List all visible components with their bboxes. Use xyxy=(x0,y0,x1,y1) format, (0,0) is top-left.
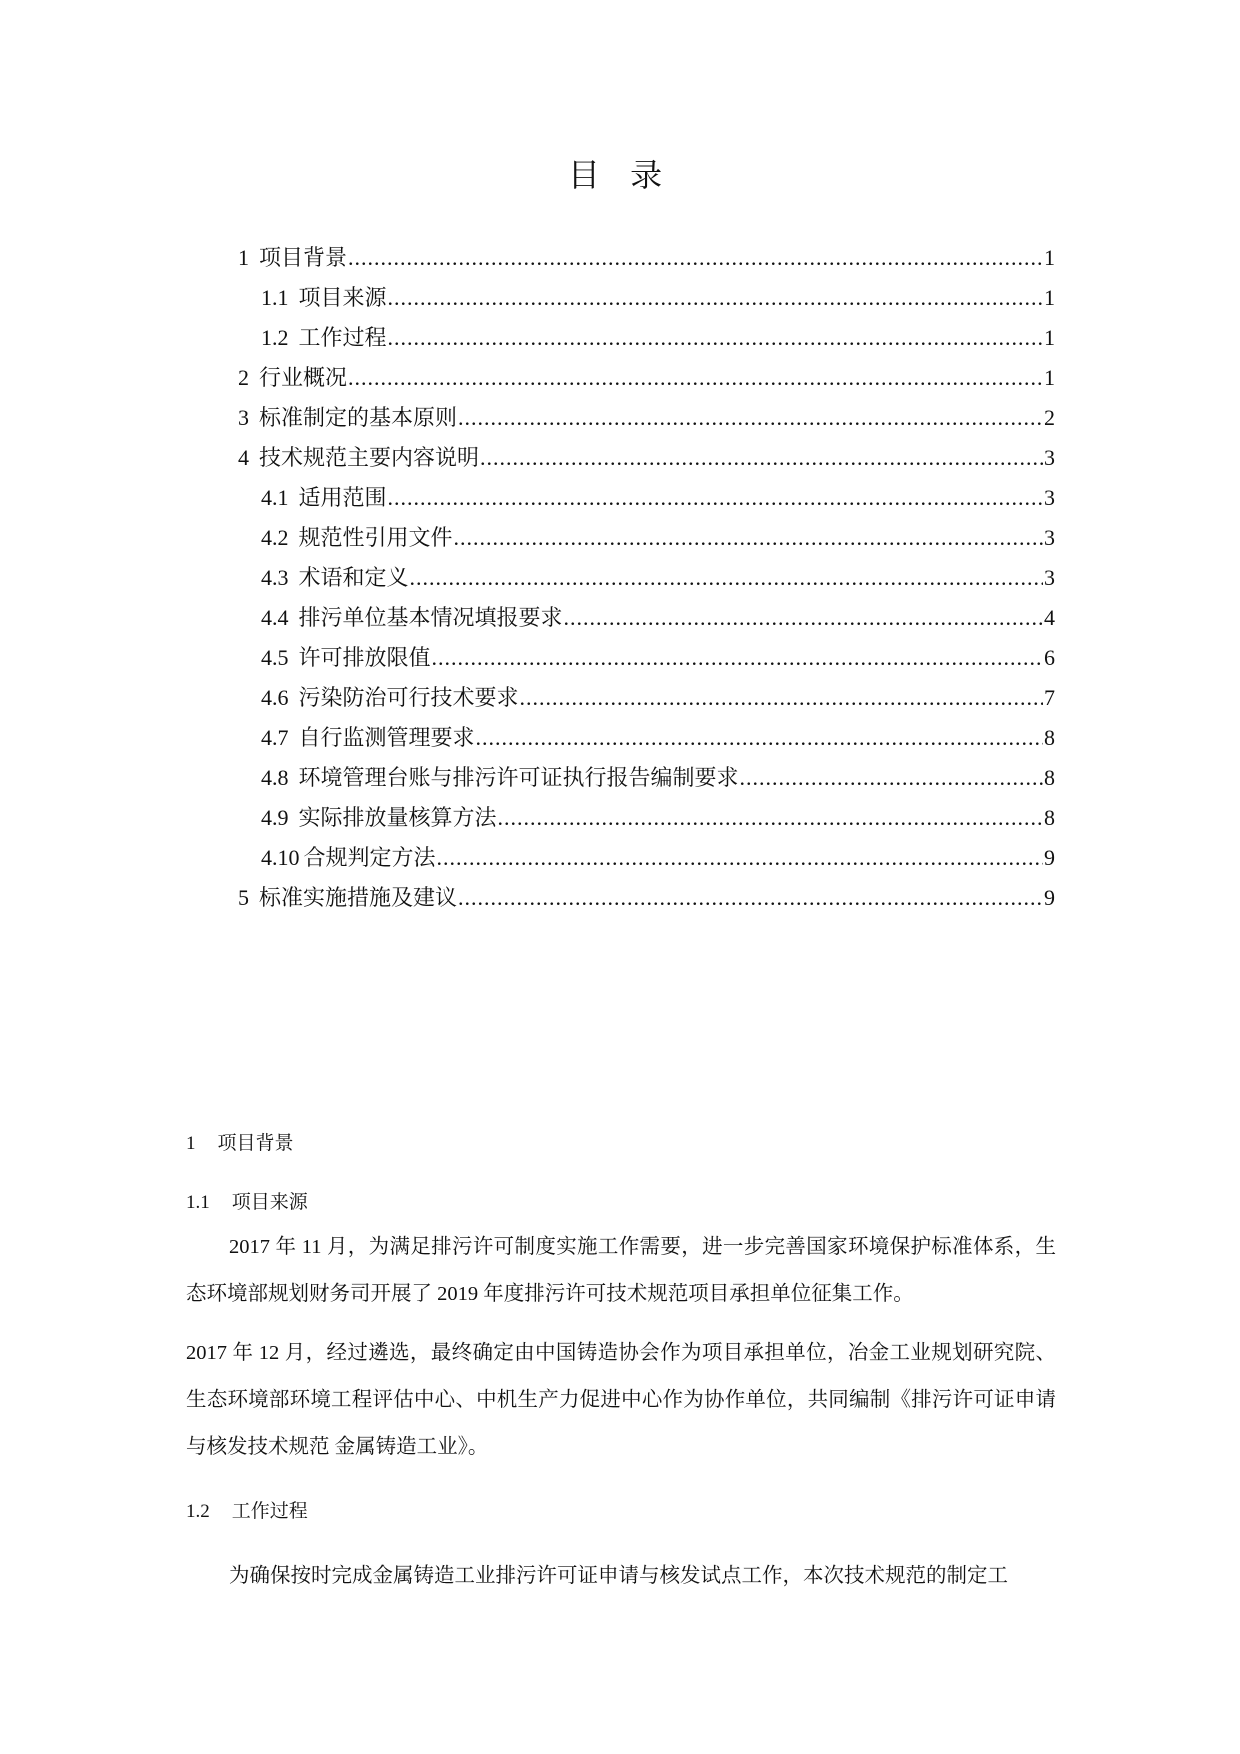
toc-dot-leader xyxy=(388,280,1043,316)
toc-entry-number: 1.2 xyxy=(261,325,289,350)
subsection-heading xyxy=(186,1496,308,1523)
toc-entry-page: 1 xyxy=(1044,285,1055,310)
toc-entry-title: 排污单位基本情况填报要求 xyxy=(298,606,563,631)
toc-entry-number: 4.5 xyxy=(261,645,289,670)
subsection-number: 1.1 xyxy=(186,1192,210,1213)
toc-entry-title: 标准制定的基本原则 xyxy=(259,406,458,431)
toc-entry-number: 4.3 xyxy=(261,565,289,590)
toc-entry-page: 6 xyxy=(1044,645,1055,670)
toc-entry-page: 2 xyxy=(1044,405,1055,430)
toc-entry-page: 8 xyxy=(1044,765,1055,790)
toc-entry[interactable] xyxy=(261,320,1055,356)
toc-entry-number: 1.1 xyxy=(261,285,289,310)
toc-entry-title: 自行监测管理要求 xyxy=(298,726,475,751)
toc-entry-page: 8 xyxy=(1044,805,1055,830)
subsection-title: 项目来源 xyxy=(231,1191,308,1213)
toc-entry-page: 8 xyxy=(1044,725,1055,750)
toc-entry-title: 行业概况 xyxy=(259,366,348,391)
toc-entry-page: 1 xyxy=(1044,325,1055,350)
toc-entry-number: 1 xyxy=(238,245,249,270)
paragraph: 为确保按时完成金属铸造工业排污许可证申请与核发试点工作，本次技术规范的制定工 xyxy=(229,1565,1008,1587)
subsection-heading xyxy=(186,1187,308,1214)
toc-entry-title: 项目来源 xyxy=(298,286,387,311)
toc-entry-title: 工作过程 xyxy=(298,326,387,351)
toc-entry-title: 项目背景 xyxy=(259,246,348,271)
toc-dot-leader xyxy=(388,480,1043,516)
toc-entry[interactable] xyxy=(261,280,1055,316)
section-title: 项目背景 xyxy=(217,1132,294,1154)
paragraph: 2017 年 12 月，经过遴选，最终确定由中国铸造协会作为项目承担单位，冶金工业规划研究院、生态环境部环境工程评估中心、中机生产力促进中心作为协作单位，共同编制《排污许可证申请与核发技术规范 金属铸造工业》。 xyxy=(186,1342,1056,1458)
toc-entry-title: 合规判定方法 xyxy=(303,846,436,871)
toc-entry[interactable] xyxy=(261,840,1055,876)
toc-entry-page: 3 xyxy=(1044,445,1055,470)
toc-entry-number: 4.7 xyxy=(261,725,289,750)
toc-entry[interactable] xyxy=(261,720,1055,756)
toc-entry-page: 4 xyxy=(1044,605,1055,630)
toc-dot-leader xyxy=(410,560,1043,596)
toc-entry-page: 7 xyxy=(1044,685,1055,710)
toc-dot-leader xyxy=(432,640,1043,676)
toc-entry-title: 术语和定义 xyxy=(298,566,409,591)
toc-entry-page: 3 xyxy=(1044,525,1055,550)
toc-entry-page: 3 xyxy=(1044,485,1055,510)
section-heading xyxy=(186,1128,294,1155)
toc-entry[interactable] xyxy=(261,520,1055,556)
toc-dot-leader xyxy=(476,720,1043,756)
toc-dot-leader xyxy=(480,440,1043,476)
toc-entry-page: 9 xyxy=(1044,845,1055,870)
toc-entry-number: 4.6 xyxy=(261,685,289,710)
toc-dot-leader xyxy=(740,760,1043,796)
toc-entry-title: 实际排放量核算方法 xyxy=(298,806,497,831)
toc-entry-title: 环境管理台账与排污许可证执行报告编制要求 xyxy=(298,766,739,791)
toc-entry-number: 4.9 xyxy=(261,805,289,830)
toc-entry[interactable] xyxy=(261,640,1055,676)
toc-dot-leader xyxy=(454,520,1043,556)
toc-entry-number: 4.1 xyxy=(261,485,289,510)
toc-entry-number: 4.8 xyxy=(261,765,289,790)
toc-dot-leader xyxy=(348,240,1043,276)
paragraph: 2017 年 11 月，为满足排污许可制度实施工作需要，进一步完善国家环境保护标准体系，生态环境部规划财务司开展了 2019 年度排污许可技术规范项目承担单位征集工作。 xyxy=(186,1236,1056,1305)
toc-dot-leader xyxy=(498,800,1043,836)
toc-entry[interactable] xyxy=(261,560,1055,596)
toc-entry-page: 9 xyxy=(1044,885,1055,910)
toc-entry-title: 技术规范主要内容说明 xyxy=(259,446,480,471)
toc-entry[interactable] xyxy=(238,240,1055,276)
subsection-number: 1.2 xyxy=(186,1501,210,1522)
toc-entry-number: 5 xyxy=(238,885,249,910)
toc-dot-leader xyxy=(520,680,1043,716)
toc-entry[interactable] xyxy=(261,600,1055,636)
toc-entry-number: 4.2 xyxy=(261,525,289,550)
toc-entry-number: 3 xyxy=(238,405,249,430)
toc-entry[interactable] xyxy=(261,800,1055,836)
subsection-title: 工作过程 xyxy=(231,1500,308,1522)
toc-entry-page: 3 xyxy=(1044,565,1055,590)
toc-title: 目 录 xyxy=(567,156,673,194)
toc-dot-leader xyxy=(564,600,1043,636)
toc-entry[interactable] xyxy=(238,440,1055,476)
toc-dot-leader xyxy=(437,840,1043,876)
toc-entry-number: 4 xyxy=(238,445,249,470)
toc-entry-title: 适用范围 xyxy=(298,486,387,511)
toc-entry-title: 标准实施措施及建议 xyxy=(259,886,458,911)
toc-entry-number: 2 xyxy=(238,365,249,390)
toc-entry[interactable] xyxy=(238,400,1055,436)
toc-entry[interactable] xyxy=(261,680,1055,716)
toc-dot-leader xyxy=(458,880,1043,916)
toc-entry[interactable] xyxy=(261,480,1055,516)
section-number: 1 xyxy=(186,1133,196,1154)
toc-entry-number: 4.4 xyxy=(261,605,289,630)
toc-entry[interactable] xyxy=(238,360,1055,396)
toc-entry-title: 规范性引用文件 xyxy=(298,526,453,551)
toc-entry[interactable] xyxy=(261,760,1055,796)
toc-dot-leader xyxy=(388,320,1043,356)
toc-entry[interactable] xyxy=(238,880,1055,916)
toc-entry-number: 4.10 xyxy=(261,845,300,870)
toc-dot-leader xyxy=(348,360,1043,396)
toc-entry-title: 污染防治可行技术要求 xyxy=(298,686,519,711)
toc-entry-title: 许可排放限值 xyxy=(298,646,431,671)
toc-dot-leader xyxy=(458,400,1043,436)
toc-entry-page: 1 xyxy=(1044,245,1055,270)
toc-entry-page: 1 xyxy=(1044,365,1055,390)
